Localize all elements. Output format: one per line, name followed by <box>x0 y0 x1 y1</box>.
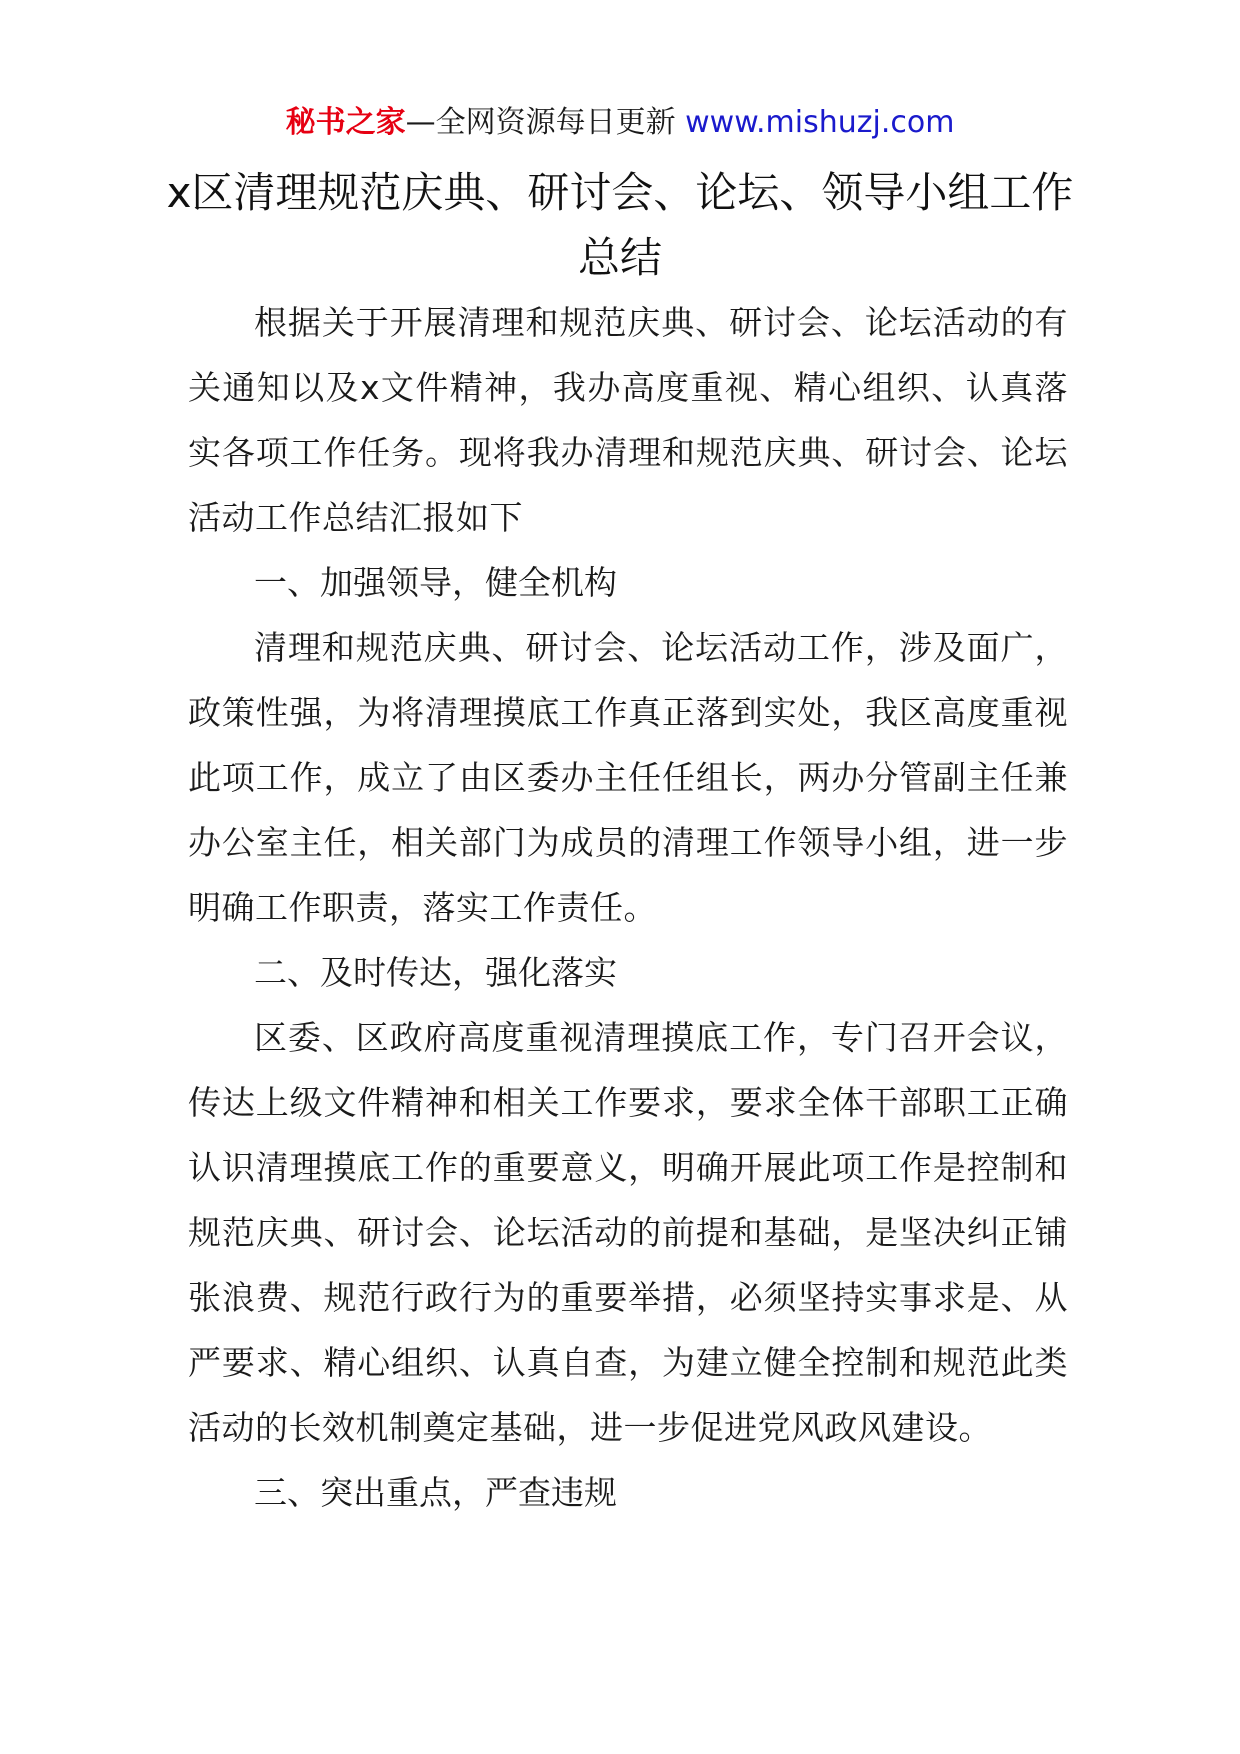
section-3-heading: 三、突出重点，严查违规 <box>254 1473 617 1512</box>
site-url-link[interactable]: www.mishuzj.com <box>685 105 955 140</box>
section-2-paragraph: 区委、区政府高度重视清理摸底工作，专门召开会议，传达上级文件精神和相关工作要求，要求全体干部职工正确认识清理摸底工作的重要意义，明确开展此项工作是控制和规范庆典、研讨会、论坛活动的前提和基础，是坚决纠正铺张浪费、规范行政行为的重要举措，必须坚持实事求是、从严要求、精心组织、认真自查，为建立健全控制和规范此类活动的长效机制奠定基础，进一步促进党风政风建设。 <box>188 1018 1068 1447</box>
section-1-heading: 一、加强领导，健全机构 <box>254 563 617 602</box>
site-header <box>0 100 1240 146</box>
brand-name: 秘书之家 <box>285 105 406 140</box>
header-slogan: —全网资源每日更新 <box>405 105 676 140</box>
document-body <box>188 290 1068 1525</box>
intro-paragraph: 根据关于开展清理和规范庆典、研讨会、论坛活动的有关通知以及x文件精神，我办高度重视、精心组织、认真落实各项工作任务。现将我办清理和规范庆典、研讨会、论坛活动工作总结汇报如下 <box>188 303 1068 537</box>
document-title: x区清理规范庆典、研讨会、论坛、领导小组工作总结 <box>166 168 1074 282</box>
section-1-paragraph: 清理和规范庆典、研讨会、论坛活动工作，涉及面广，政策性强，为将清理摸底工作真正落到实处，我区高度重视此项工作，成立了由区委办主任任组长，两办分管副主任兼办公室主任，相关部门为成员的清理工作领导小组，进一步明确工作职责，落实工作责任。 <box>188 628 1068 927</box>
section-2-heading: 二、及时传达，强化落实 <box>254 953 617 992</box>
